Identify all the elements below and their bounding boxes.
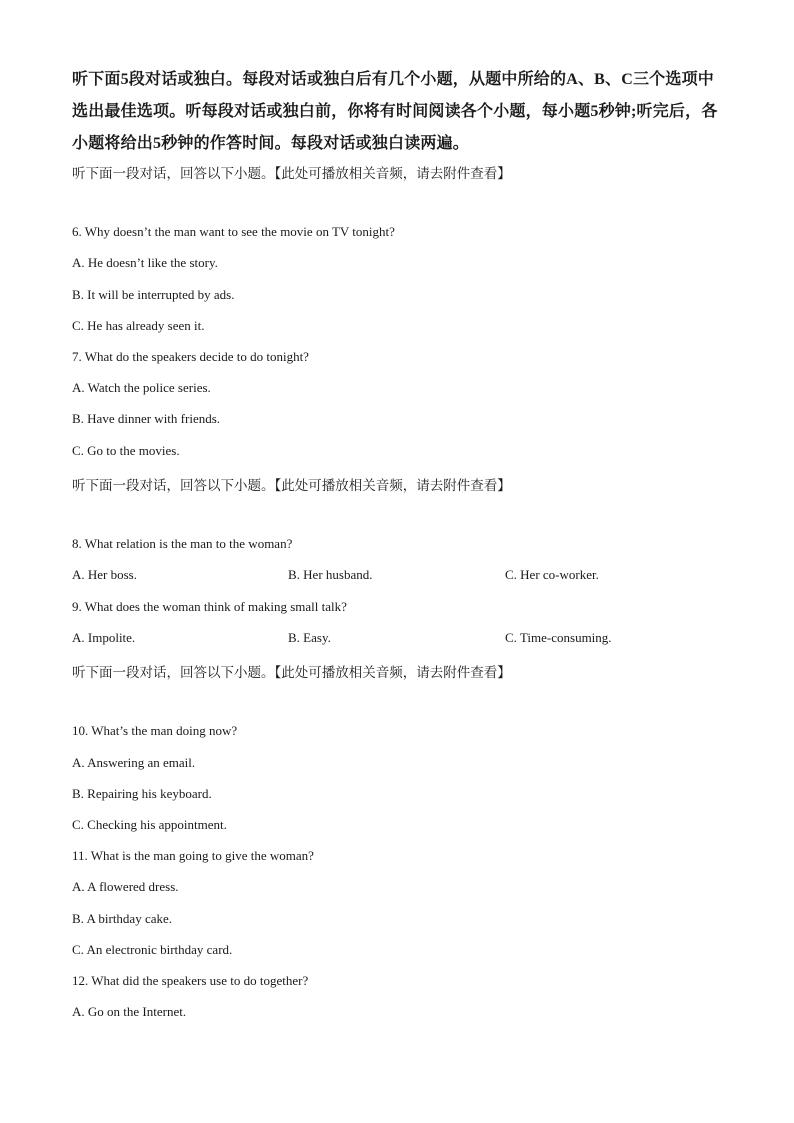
q7-option-a: A. Watch the police series. bbox=[72, 380, 211, 395]
q11-option-b: B. A birthday cake. bbox=[72, 911, 173, 926]
q8-option-c: C. Her co-worker. bbox=[505, 567, 599, 582]
question-10: 10. What’s the man doing now? bbox=[72, 723, 238, 738]
q12-option-a: A. Go on the Internet. bbox=[72, 1004, 187, 1019]
q6-option-c: C. He has already seen it. bbox=[72, 318, 205, 333]
q10-option-a: A. Answering an email. bbox=[72, 755, 196, 770]
section-prompt: 听下面一段对话，回答以下小题。【此处可播放相关音频，请去附件查看】 bbox=[72, 478, 511, 494]
question-9: 9. What does the woman think of making small talk? bbox=[72, 599, 347, 614]
listening-instructions: 听下面5段对话或独白。每段对话或独白后有几个小题，从题中所给的A、B、C三个选项中选出最佳选项。听每段对话或独白前，你将有时间阅读各个小题，每小题5秒钟;听完后，各小题将给出5秒钟的作答时间。每段对话或独白读两遍。 bbox=[72, 71, 718, 152]
q10-option-c: C. Checking his appointment. bbox=[72, 817, 227, 832]
q11-option-a: A. A flowered dress. bbox=[72, 879, 179, 894]
q9-option-a: A. Impolite. bbox=[72, 630, 136, 645]
q8-option-a: A. Her boss. bbox=[72, 567, 137, 582]
question-6: 6. Why doesn’t the man want to see the movie on TV tonight? bbox=[72, 224, 395, 239]
q10-option-b: B. Repairing his keyboard. bbox=[72, 786, 212, 801]
question-11: 11. What is the man going to give the woman? bbox=[72, 848, 314, 863]
q7-option-b: B. Have dinner with friends. bbox=[72, 411, 221, 426]
question-8: 8. What relation is the man to the woman? bbox=[72, 536, 293, 551]
q8-option-b: B. Her husband. bbox=[288, 567, 373, 582]
section-prompt: 听下面一段对话，回答以下小题。【此处可播放相关音频，请去附件查看】 bbox=[72, 166, 511, 182]
q7-option-c: C. Go to the movies. bbox=[72, 443, 180, 458]
section-prompt: 听下面一段对话，回答以下小题。【此处可播放相关音频，请去附件查看】 bbox=[72, 665, 511, 681]
q9-option-b: B. Easy. bbox=[288, 630, 331, 645]
question-7: 7. What do the speakers decide to do tonight? bbox=[72, 349, 309, 364]
q11-option-c: C. An electronic birthday card. bbox=[72, 942, 233, 957]
q6-option-a: A. He doesn’t like the story. bbox=[72, 255, 218, 270]
q6-option-b: B. It will be interrupted by ads. bbox=[72, 287, 235, 302]
question-12: 12. What did the speakers use to do together? bbox=[72, 973, 309, 988]
q9-option-c: C. Time-consuming. bbox=[505, 630, 612, 645]
